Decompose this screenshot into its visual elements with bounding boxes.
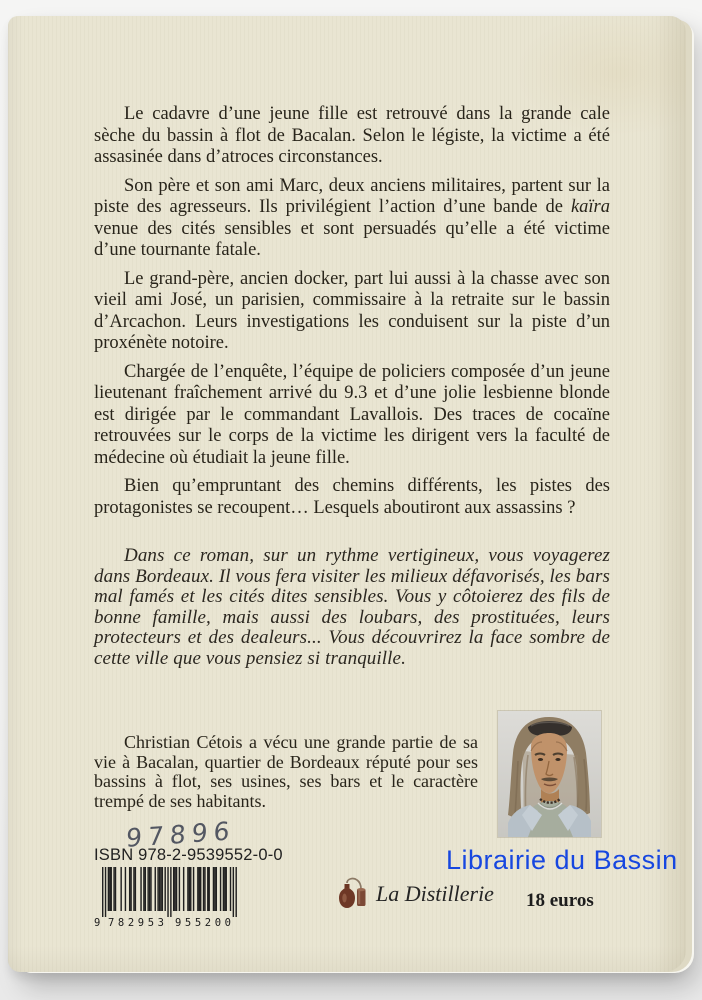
barcode-digit-group-1: 9 [94,917,101,929]
alembic-still-icon [335,877,367,911]
barcode-digit-group-2: 782953 [108,917,164,929]
synopsis-block [94,104,610,676]
author-bio: Christian Cétois a vécu une grande partie de sa vie à Bacalan, quartier de Bordeaux réputé pour ses bassins à flot, ses usines, ses bars et le caractère trempé de ses habitants. [94,732,478,811]
author-portrait-image [498,711,601,837]
isbn-number: ISBN 978-2-9539552-0-0 [94,846,283,864]
author-photo [498,711,601,837]
synopsis-paragraph-3: Le grand-père, ancien docker, part lui aussi à la chasse avec son vieil ami José, un parisien, commissaire à la retraite sur le bassin d’Arcachon. Leurs investigations les conduisent sur la piste d’un proxénète notoire. [94,268,610,353]
synopsis-paragraph-1: Le cadavre d’une jeune fille est retrouvé dans la grande cale sèche du bassin à flot de Bacalan. Selon le légiste, la victime a été assasinée dans d’atroces circonstances. [94,104,610,167]
synopsis-paragraph-2-pre: Son père et son ami Marc, deux anciens militaires, partent sur la piste des agresseurs. Ils privilégient l’action d’une bande de [94,175,610,217]
synopsis-paragraph-4: Chargée de l’enquête, l’équipe de policiers composée d’un jeune lieutenant fraîchement arrivé du 9.3 et d’une jolie lesbienne blonde est dirigée par le commandant Lavallois. Des traces de cocaïne retrouvées sur le corps de la victime les dirigent vers la faculté de médecine où étudiait la jeune fille. [94,361,610,468]
bookseller-stamp: Librairie du Bassin [446,845,678,875]
publisher-block [335,877,494,911]
synopsis-paragraph-5: Bien qu’empruntant des chemins différents, les pistes des protagonistes se recoupent… Lesquels aboutiront aux assassins ? [94,476,610,518]
review-quote: Dans ce roman, sur un rythme vertigineux, vous voyagerez dans Bordeaux. Il vous fera visiter les milieux défavorisés, les bars mal famés et les cités dites sensibles. Vous y côtoierez des fils de bonne famille, mais aussi des loubars, des prostituées, leurs protecteurs et des dealeurs... Vous découvrirez la face sombre de cette ville que vous pensiez si tranquille. [94,545,610,669]
barcode-digit-group-3: 955200 [175,917,231,929]
book-back-cover [8,16,686,972]
synopsis-paragraph-2 [94,176,610,262]
synopsis-paragraph-2-post: venue des cités sensibles et sont persuadés qu’elle a été victime d’une tournante fatale. [94,218,610,260]
publisher-name: La Distillerie [376,881,494,906]
ean-barcode [94,867,240,929]
handwritten-price-code: 97896 [125,816,237,853]
italic-term-kaira: kaïra [570,197,610,217]
price-label: 18 euros [526,890,594,911]
